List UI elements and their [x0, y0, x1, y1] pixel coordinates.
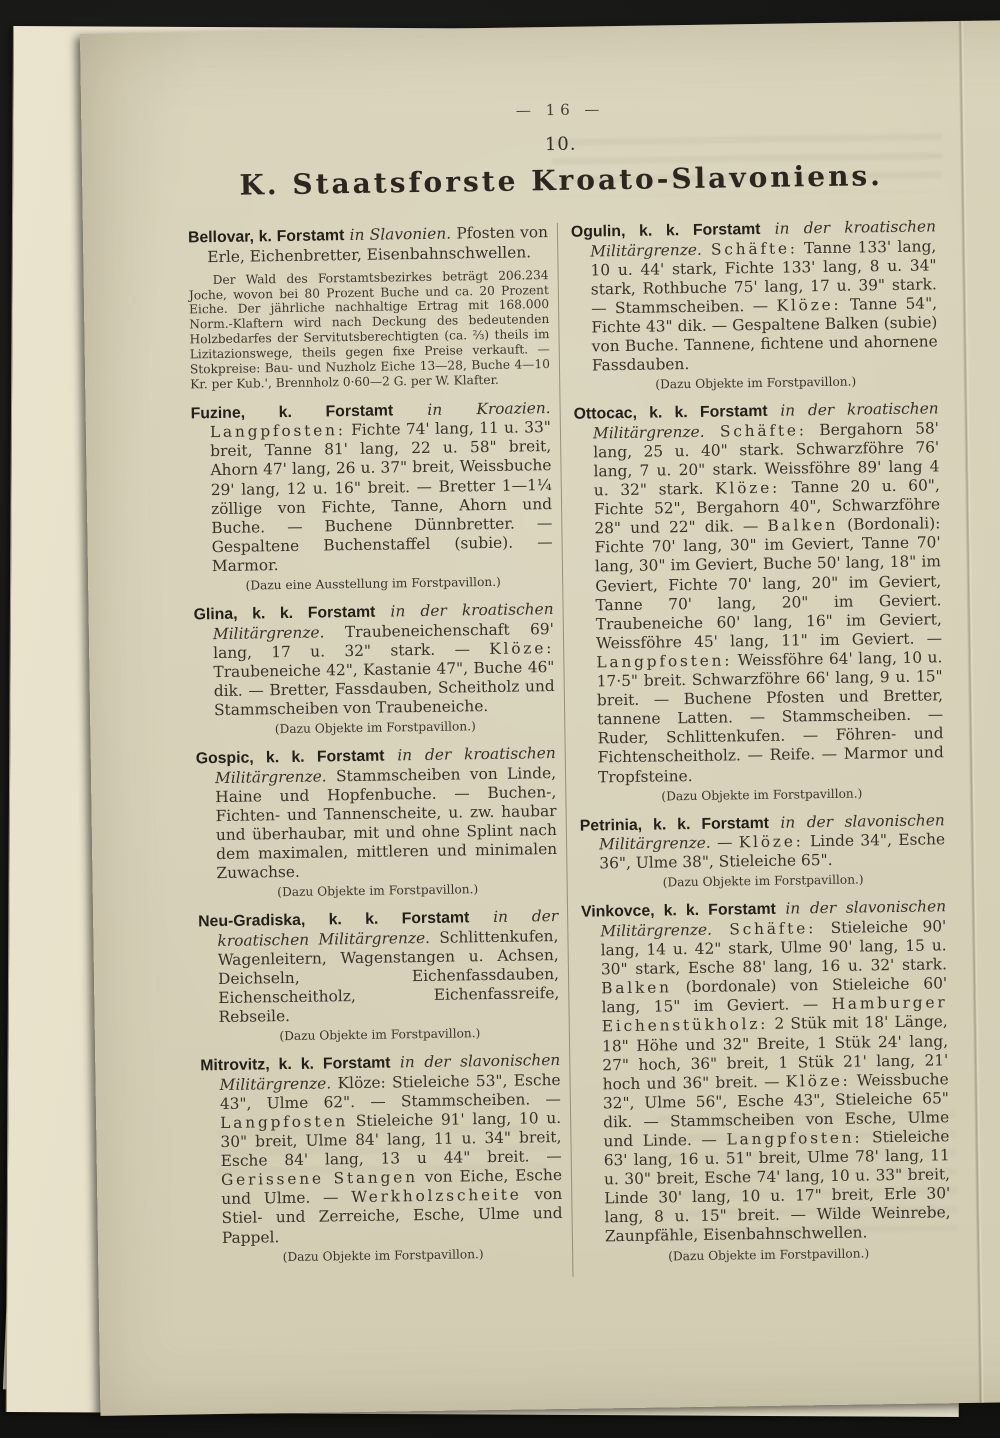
- entry-text-segment: Stieleiche 91' lang, 10 u. 30" breit, Ulme 84' lang, 11 u. 34" breit, Esche 84' lang, 13 u 44" breit. —: [220, 1108, 562, 1171]
- entry-text-segment: Klöze:: [785, 1071, 851, 1091]
- entry-text-segment: Tanne 133' lang, 10 u. 44' stark, Fichte 133' lang, 8 u. 34" stark, Rothbuche 75' lang, 17 u. 39" stark. — Stammscheiben. —: [590, 236, 937, 318]
- entry-gospic: [196, 744, 558, 900]
- entry-text-segment: —: [710, 833, 739, 852]
- entry-footnote: (Dazu Objekte im Forstpavillon.): [277, 882, 479, 900]
- entry-text-segment: Klöze:: [489, 638, 555, 658]
- entry-text-segment: in Kroazien.: [393, 398, 551, 420]
- entry-text-segment: von Eiche, Esche und Ulme. —: [221, 1166, 563, 1209]
- page-crease: [958, 21, 985, 1403]
- entry-ogulin: [571, 217, 938, 393]
- entry-ottocac: [574, 400, 945, 805]
- entry-footnote: (Dazu Objekte im Forstpavillon.): [662, 872, 864, 890]
- column-right: [557, 217, 952, 1276]
- entry-vinkovce: [581, 898, 951, 1265]
- entry-footnote: (Dazu Objekte im Forstpavillon.): [661, 786, 863, 804]
- entry-heading: Vinkovce, k. k. Forstamt: [580, 901, 776, 922]
- entry-text-segment: (Bordonali): Fichte 70' lang, 30" im Geviert, Tanne 70' lang, 30" im Geviert, Buche 50' lang, 18" im Geviert, Fichte 70' lang, 20" im Geviert, Tanne 70' lang, 20" im Geviert. Traubeneiche 60' lang, 16" im Geviert, Weissföhre 45' lang, 11" im Geviert. —: [594, 514, 943, 653]
- entry-glina: [193, 600, 555, 737]
- entry-text: [188, 223, 549, 267]
- entry-smallprint: Der Wald des Forstamtsbezirkes beträgt 206.234 Joche, wovon bei 80 Prozent Buche und ca. 20 Prozent Eiche. Der jährliche nachhaltige Ertrag mit 168.000 Norm.-Klaftern wird nach Deckung des bedeutenden Holzbedarfes der Servitutsberechtigten (ca. ⅔) theils im Lizitazionswege, theils gegen fixe Preise verkauft. — Stokpreise: Bau- und Nuzholz Eiche 13—28, Buche 4—10 Kr. per Kub.', Brennholz 0·60—2 G. per W. Klafter.: [188, 267, 551, 392]
- entry-text-segment: in der kroatischen Militärgrenze.: [217, 907, 559, 950]
- entry-text-segment: Schlittenkufen, Wagenleitern, Wagenstangen u. Achsen, Deichseln, Eichenfassdauben, Eichenscheitholz, Eichenfassreife, Rebseile.: [217, 926, 560, 1027]
- entry-text-segment: 2 Stük mit 18' Länge, 18" Höhe und 32" Breite, 1 Stük 24' lang, 27" hoch, 36" breit, 1 Stük 21' lang, 21' hoch und 36" breit. —: [601, 1012, 949, 1094]
- entry-heading: Ogulin, k. k. Forstamt: [570, 220, 761, 241]
- entry-text-segment: Gerissene Stangen: [220, 1168, 418, 1190]
- entry-text-segment: Klöze:: [738, 832, 804, 852]
- entry-text-segment: Schäfte:: [711, 919, 817, 939]
- entry-petrinia: [580, 811, 946, 891]
- two-column-text: [188, 217, 952, 1282]
- entry-text: [191, 399, 554, 577]
- entry-bellovar: [188, 223, 550, 392]
- entry-text-segment: Balken: [767, 516, 839, 536]
- entry-text: [198, 907, 560, 1027]
- entry-text-segment: in der kroatischen Militärgrenze.: [212, 600, 554, 643]
- entry-text-segment: von Stiel- und Zerreiche, Esche, Ulme und Pappel.: [221, 1185, 563, 1247]
- entry-text-segment: Linde 34", Esche 36", Ulme 38", Stieleiche 65".: [599, 830, 946, 873]
- entry-footnote: (Dazu eine Ausstellung im Forstpavillon.): [245, 574, 501, 593]
- book-page: [80, 19, 1000, 1416]
- entry-text-segment: Langpfosten:: [596, 651, 733, 672]
- entry-heading: Glina, k. k. Forstamt: [193, 603, 376, 624]
- entry-footnote: (Dazu Objekte im Forstpavillon.): [282, 1246, 484, 1264]
- entry-text-segment: Stammscheiben von Linde, Haine und Hopfenbuche. — Buchen-, Fichten- und Tannenscheite, u. zw. haubar und überhaubar, mit und ohne Splint nach dem maximalen, mittleren und minimalen Zuwachse.: [215, 763, 558, 883]
- entry-text-segment: Tanne 54", Fichte 43" dik. — Gespaltene Balken (subie) von Buche. Tannene, fichtene und ahornene Fassdauben.: [591, 294, 938, 375]
- entry-heading: Neu-Gradiska, k. k. Forstamt: [198, 909, 470, 931]
- entry-text-segment: Langpfosten:: [726, 1128, 863, 1149]
- entry-text-segment: in der slavonischen Militärgrenze.: [219, 1051, 561, 1094]
- entry-text-segment: Werkholzscheite: [351, 1185, 522, 1207]
- entry-text-segment: Bergahorn 58' lang, 25 u. 40" stark. Schwarzföhre 76' lang, 7 u. 20" stark. Weissföhre 89' lang 4 u. 32" stark.: [593, 419, 940, 500]
- entry-text-segment: Traubeneiche 42", Kastanie 47", Buche 46" dik. — Bretter, Fassdauben, Scheitholz und Stammscheiben von Traubeneiche.: [213, 657, 555, 720]
- entry-text-segment: Klöze:: [714, 478, 781, 498]
- entry-text: [196, 744, 558, 883]
- page-number: — 16 —: [515, 100, 605, 120]
- entry-text-segment: Stieleiche 90' lang, 14 u. 42" stark, Ulme 90' lang, 15 u. 30" stark, Esche 88' lang, 16 u. 32' stark.: [600, 917, 948, 979]
- entry-text: [571, 217, 938, 376]
- entry-text-segment: Pfosten von Erle, Eichenbretter, Eisenbahnschwellen.: [207, 223, 549, 266]
- entry-heading: Bellovar, k. Forstamt: [187, 227, 345, 247]
- entry-text-segment: (bordonale) von Stieleiche 60' lang, 15" im Geviert. —: [601, 974, 948, 1017]
- entry-footnote: (Dazu Objekte im Forstpavillon.): [279, 1026, 481, 1044]
- entry-text-segment: Langpfosten: [220, 1112, 349, 1133]
- entry-text-segment: Stieleiche 63' lang, 16 u. 51" breit, Ulme 78' lang, 11 u. 30" breit, Esche 74' lang, 10 u. 33" breit, Linde 30' lang, 10 u. 17" breit, Erle 30' lang, 8 u. 15" breit. — Wilde Weinrebe, Zaunpfähle, Eisenbahnschwellen.: [603, 1127, 951, 1246]
- section-number: 10.: [544, 133, 577, 156]
- entry-text-segment: Klöze: Stieleiche 53", Esche 43", Ulme 62". — Stammscheiben. —: [219, 1070, 561, 1113]
- page-content: [80, 21, 951, 1283]
- entry-text-segment: Schäfte:: [701, 238, 798, 259]
- entry-heading: Gospic, k. k. Forstamt: [195, 747, 385, 768]
- entry-text: [193, 600, 555, 720]
- entry-text-segment: Weissbuche 32", Ulme 56", Esche 43", Stieleiche 65" dik. — Stammscheiben von Esche, Ulme und Linde. —: [602, 1069, 950, 1151]
- entry-fuzine: [191, 399, 554, 594]
- entry-text-segment: Schäfte:: [704, 421, 807, 441]
- entry-text: [581, 898, 951, 1248]
- entry-heading: Fuzine, k. Forstamt: [190, 402, 394, 423]
- entry-footnote: (Dazu Objekte im Forstpavillon.): [655, 374, 857, 392]
- column-left: [188, 223, 564, 1277]
- entry-text: [574, 400, 945, 788]
- entry-text-segment: Tanne 20 u. 60", Fichte 52", Bergahorn 40", Schwarzföhre 28" und 22" dik. —: [593, 476, 941, 538]
- entry-text: [580, 811, 946, 874]
- entry-footnote: (Dazu Objekte im Forstpavillon.): [668, 1245, 870, 1263]
- entry-text-segment: in Slavonien.: [344, 224, 452, 245]
- entry-footnote: (Dazu Objekte im Forstpavillon.): [274, 719, 476, 737]
- entry-text-segment: in der kroatischen Militärgrenze.: [592, 399, 939, 443]
- entry-heading: Mitrovitz, k. k. Forstamt: [200, 1054, 391, 1075]
- entry-heading: Ottocac, k. k. Forstamt: [573, 403, 768, 423]
- entry-text-segment: Langpfosten:: [209, 421, 346, 442]
- entry-text-segment: Balken: [601, 978, 672, 998]
- entry-text-segment: Klöze:: [776, 295, 842, 315]
- entry-text-segment: Hamburger Eichenstükholz:: [601, 993, 948, 1036]
- entry-text-segment: in der kroatischen Militärgrenze.: [590, 217, 937, 261]
- entry-text-segment: Fichte 74' lang, 11 u. 33" breit, Tanne 81' lang, 22 u. 58" breit, Ahorn 47' lang, 26 u. 37" breit, Weissbuche 29' lang, 12 u. 16" breit. — Bretter 1—1¼ zöllige von Fichte, Tanne, Ahorn und Buche. — Buchene Dünnbretter. — Gespaltene Buchenstaffel (subie). — Marmor.: [210, 418, 553, 576]
- page-title: K. Staatsforste Kroato-Slavoniens.: [239, 159, 884, 202]
- entry-text-segment: in der kroatischen Militärgrenze.: [214, 744, 556, 787]
- entry-text-segment: Traubeneichenschaft 69' lang, 17 u. 32" stark. —: [213, 619, 555, 662]
- entry-text-segment: Weissföhre 64' lang, 10 u. 17·5" breit. Schwarzföhre 66' lang, 9 u. 15" breit. — Buchene Pfosten und Bretter, tannene Latten. — Stammscheiben. — Ruder, Schlittenkufen. — Föhren- und Fichtenscheitholz. — Reife. — Marmor und Tropfsteine.: [596, 648, 944, 786]
- entry-heading: Petrinia, k. k. Forstamt: [579, 814, 770, 835]
- entry-text-segment: in der slavonischen Militärgrenze.: [600, 897, 947, 941]
- entry-text-segment: in der slavonischen Militärgrenze.: [598, 810, 945, 854]
- entry-neu-gradiska: [198, 907, 560, 1044]
- entry-mitrovitz: [200, 1051, 563, 1265]
- entry-text: [200, 1051, 563, 1248]
